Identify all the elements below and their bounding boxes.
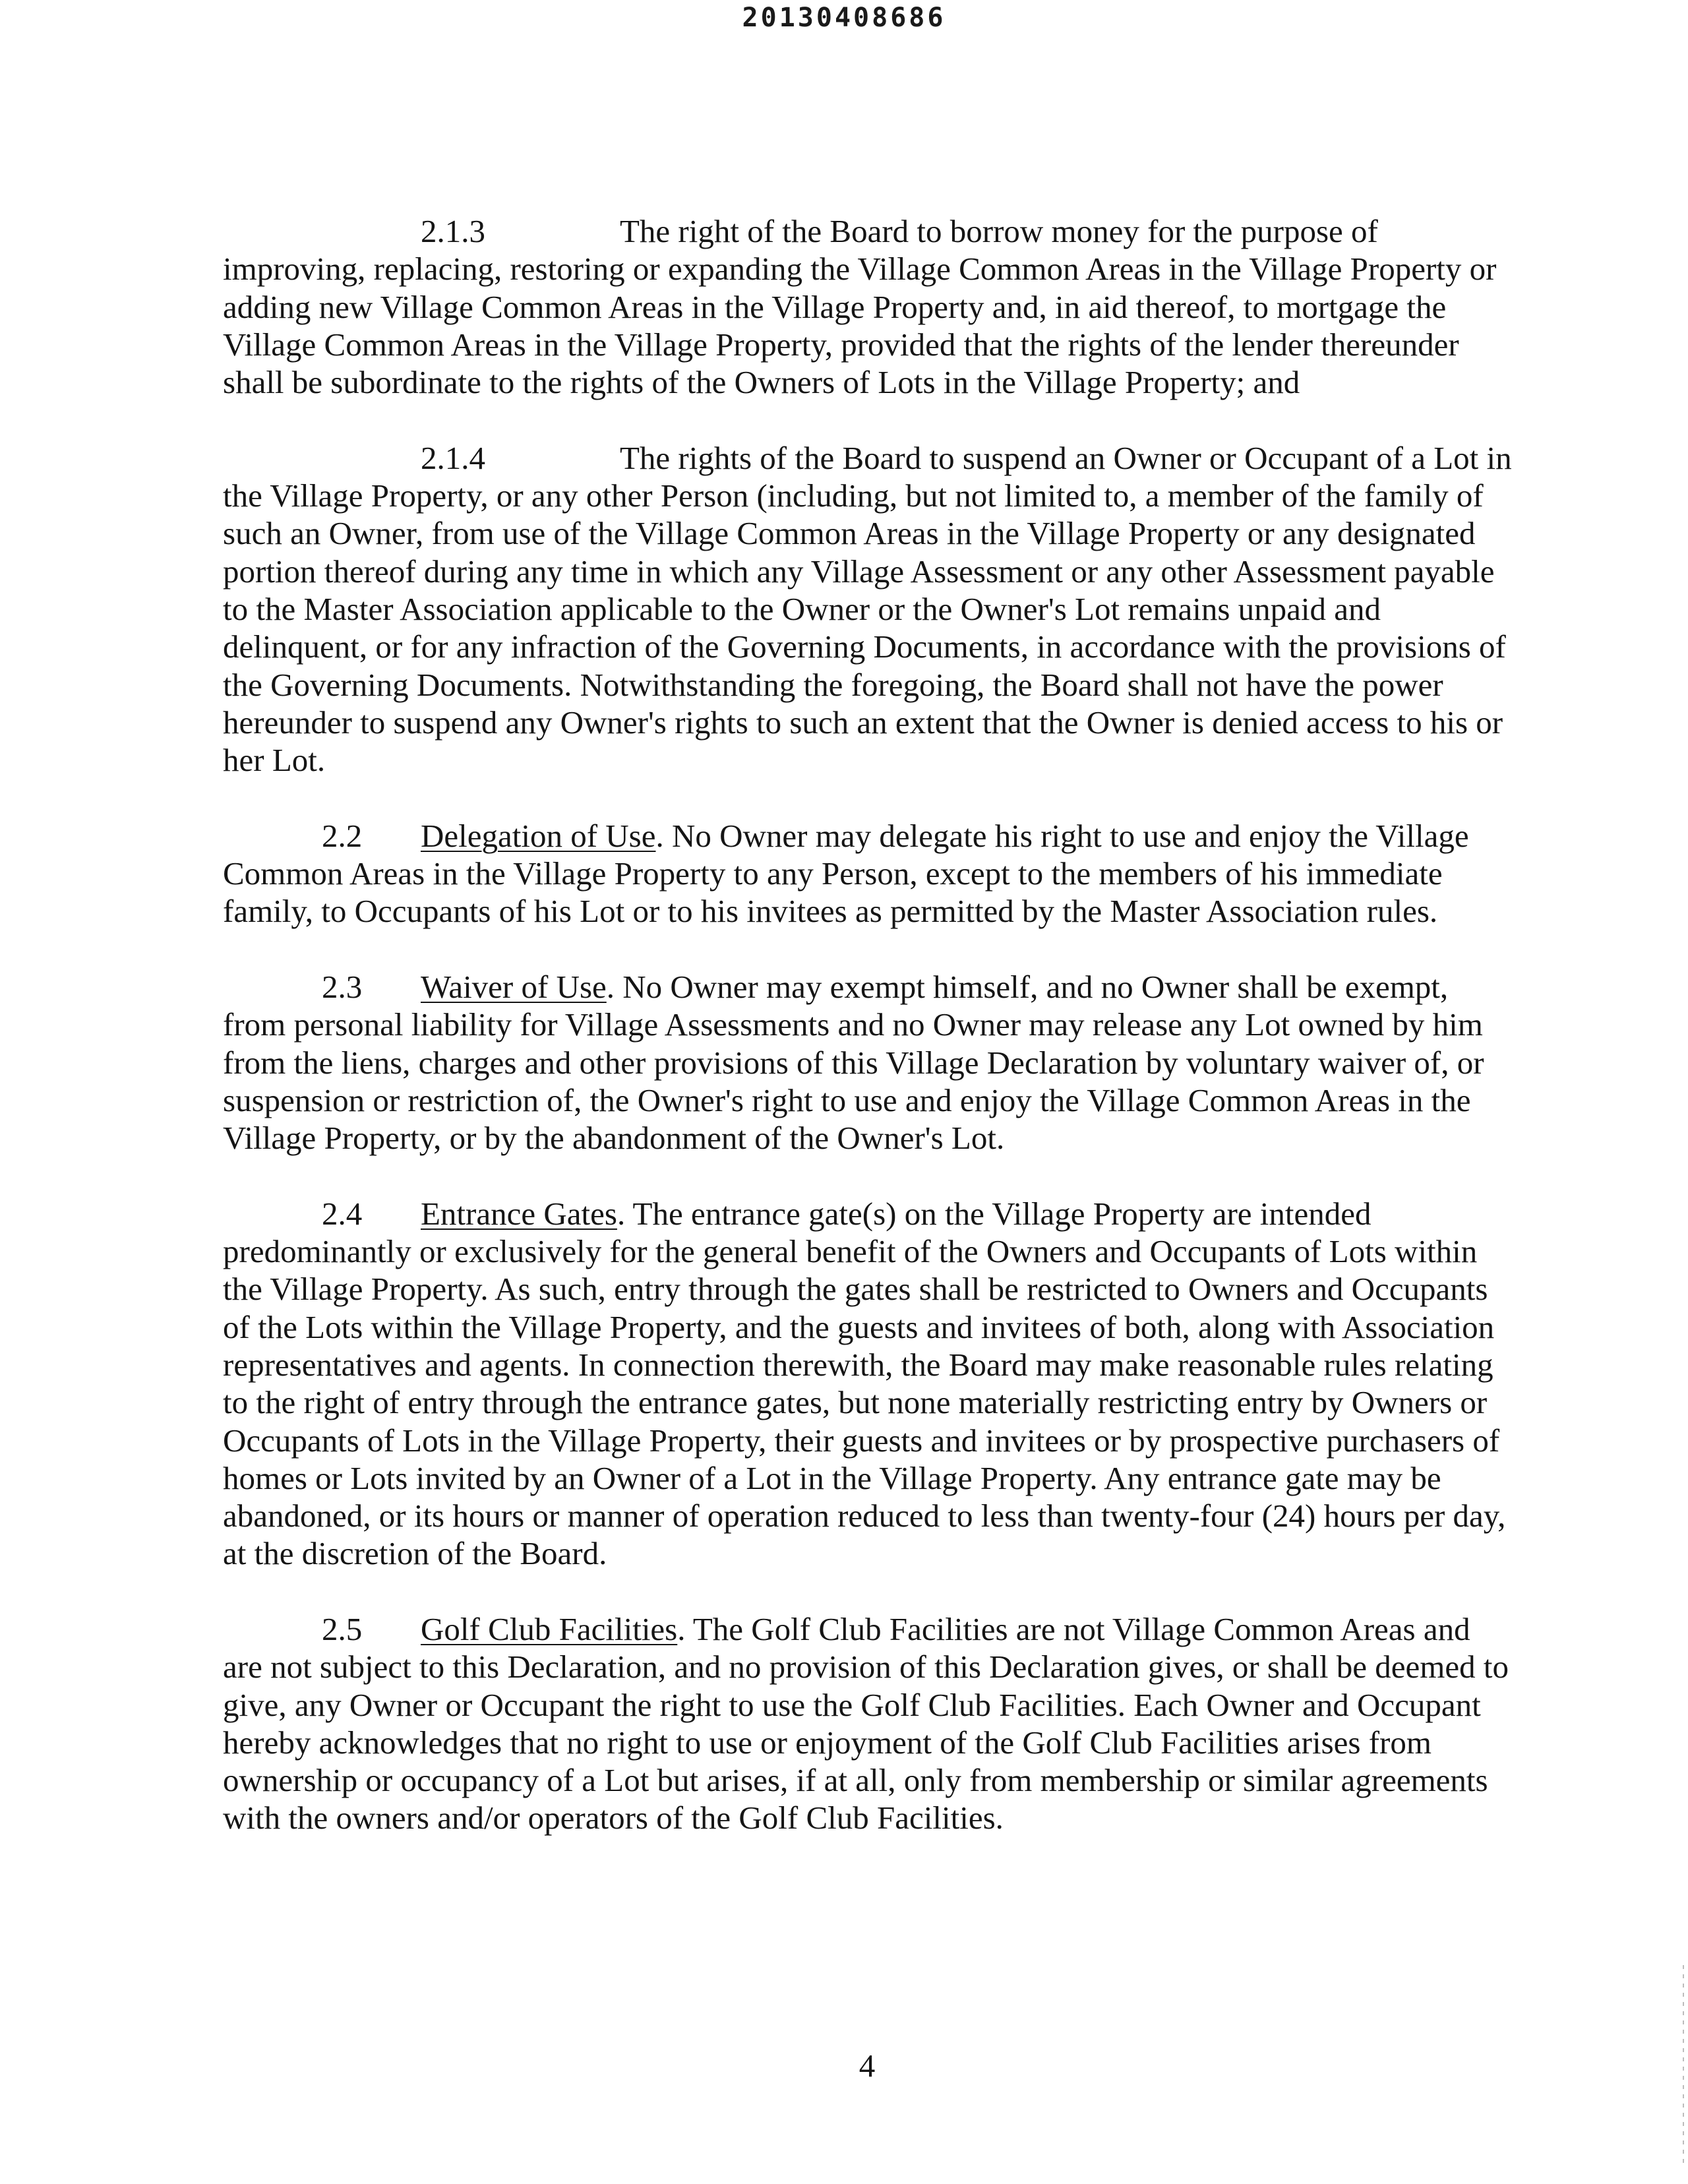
paragraph-2-5 bbox=[223, 1610, 1515, 1837]
document-number: 20130408686 bbox=[742, 3, 946, 33]
section-heading-waiver-of-use: Waiver of Use bbox=[421, 968, 607, 1005]
paragraph-2-2 bbox=[223, 817, 1515, 930]
paragraph-2-3 bbox=[223, 968, 1515, 1157]
paragraph-text: . The Golf Club Facilities are not Village Common Areas and are not subject to this Declaration, and no provision of this Declaration gives, or shall be deemed to give, any Owner or Occupant the right to use the Golf Club Facilities. Each Owner and Occupant hereby acknowledges that no right to use or enjoyment of the Golf Club Facilities arises from ownership or occupancy of a Lot but arises, if at all, only from membership or similar agreements with the owners and/or operators of the Golf Club Facilities. bbox=[223, 1610, 1509, 1836]
paragraph-2-1-3 bbox=[223, 212, 1515, 401]
section-heading-delegation-of-use: Delegation of Use bbox=[421, 817, 656, 854]
paragraph-number: 2.1.4 bbox=[421, 439, 485, 476]
paragraph-number: 2.5 bbox=[322, 1610, 363, 1647]
paragraph-text: . The entrance gate(s) on the Village Property are intended predominantly or exclusively for the general benefit of the Owners and Occupants of Lots within the Village Property. As such, entry through the gates shall be restricted to Owners and Occupants of the Lots within the Village Property, and the guests and invitees of both, along with Association representatives and agents. In connection therewith, the Board may make reasonable rules relating to the right of entry through the entrance gates, but none materially restricting entry by Owners or Occupants of Lots in the Village Property, their guests and invitees or by prospective purchasers of homes or Lots invited by an Owner of a Lot in the Village Property. Any entrance gate may be abandoned, or its hours or manner of operation reduced to less than twenty-four (24) hours per day, at the discretion of the Board. bbox=[223, 1195, 1506, 1572]
document-body bbox=[223, 212, 1515, 1875]
page-number: 4 bbox=[859, 2048, 876, 2084]
section-heading-golf-club-facilities: Golf Club Facilities bbox=[421, 1610, 678, 1647]
paragraph-text: The rights of the Board to suspend an Owner or Occupant of a Lot in the Village Property, or any other Person (including, but not limited to, a member of the family of such an Owner, from use of the Village Common Areas in the Village Property or any designated portion thereof during any time in which any Village Assessment or any other Assessment payable to the Master Association applicable to the Owner or the Owner's Lot remains unpaid and delinquent, or for any infraction of the Governing Documents, in accordance with the provisions of the Governing Documents. Notwithstanding the foregoing, the Board shall not have the power hereunder to suspend any Owner's rights to such an extent that the Owner is denied access to his or her Lot. bbox=[223, 439, 1512, 779]
paragraph-2-4 bbox=[223, 1195, 1515, 1573]
paragraph-number: 2.3 bbox=[322, 968, 363, 1005]
scan-edge-mark bbox=[1683, 1965, 1684, 2163]
section-heading-entrance-gates: Entrance Gates bbox=[421, 1195, 617, 1232]
paragraph-number: 2.2 bbox=[322, 817, 363, 854]
paragraph-number: 2.4 bbox=[322, 1195, 363, 1232]
paragraph-text: . No Owner may delegate his right to use and enjoy the Village Common Areas in the Village Property to any Person, except to the members of his immediate family, to Occupants of his Lot or to his invitees as permitted by the Master Association rules. bbox=[223, 817, 1469, 930]
paragraph-text: . No Owner may exempt himself, and no Owner shall be exempt, from personal liability for Village Assessments and no Owner may release any Lot owned by him from the liens, charges and other provisions of this Village Declaration by voluntary waiver of, or suspension or restriction of, the Owner's right to use and enjoy the Village Common Areas in the Village Property, or by the abandonment of the Owner's Lot. bbox=[223, 968, 1484, 1157]
paragraph-2-1-4 bbox=[223, 439, 1515, 779]
paragraph-number: 2.1.3 bbox=[421, 213, 485, 249]
paragraph-text: The right of the Board to borrow money for the purpose of improving, replacing, restoring or expanding the Village Common Areas in the Village Property or adding new Village Common Areas in the Village Property and, in aid thereof, to mortgage the Village Common Areas in the Village Property, provided that the rights of the lender thereunder shall be subordinate to the rights of the Owners of Lots in the Village Property; and bbox=[223, 213, 1497, 401]
